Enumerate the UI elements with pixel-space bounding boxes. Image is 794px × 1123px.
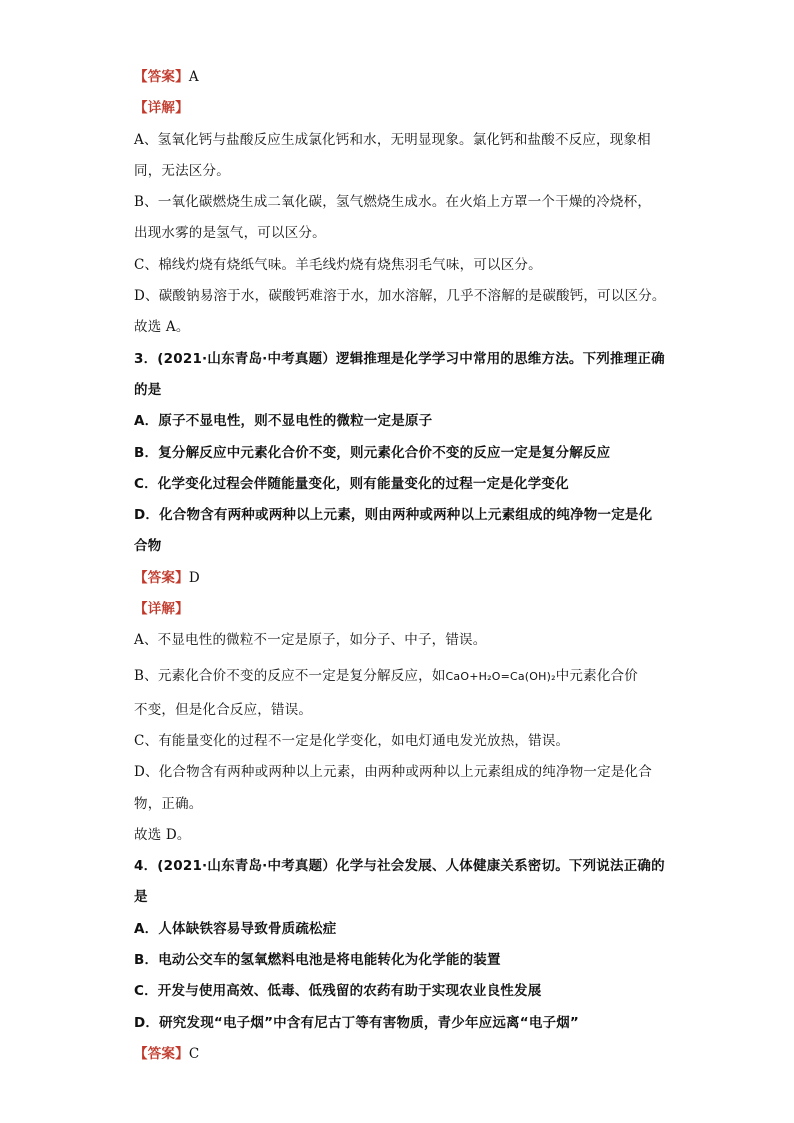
question-3-stem-cont: 的是: [134, 381, 162, 398]
question-3-detail-heading: [134, 594, 674, 625]
question-3-detail-d: D、化合物含有两种或两种以上元素，由两种或两种以上元素组成的纯净物一定是化合: [134, 764, 652, 781]
detail-b-text-end: 中元素化合价: [555, 667, 638, 684]
detail-b-text: B、元素化合价不变的反应不一定是复分解反应，如: [134, 667, 446, 684]
question-3-detail-b-cont: 不变，但是化合反应，错误。: [134, 701, 313, 718]
detail-tag: 【详解】: [134, 601, 189, 618]
detail-tag: 【详解】: [134, 100, 189, 117]
answer-value: A: [188, 69, 199, 85]
explanation-line: 同，无法区分。: [134, 162, 230, 179]
explanation-line: C、棉线灼烧有烧纸气味。羊毛线灼烧有烧焦羽毛气味，可以区分。: [134, 256, 542, 273]
question-4-answer-line: [134, 1039, 674, 1070]
question-4-option-a: A．人体缺铁容易导致骨质疏松症: [134, 920, 337, 937]
answer-tag: 【答案】: [134, 569, 189, 586]
answer-line: [134, 62, 674, 93]
question-3-detail-c: C、有能量变化的过程不一定是化学变化，如电灯通电发光放热，错误。: [134, 732, 570, 749]
conclusion-line: 故选 A。: [134, 319, 190, 336]
explanation-line: B、一氧化碳燃烧生成二氧化碳，氢气燃烧生成水。在火焰上方罩一个干燥的冷烧杯，: [134, 194, 652, 211]
question-3-option-d-cont: 合物: [134, 538, 162, 555]
question-3-answer-line: [134, 563, 674, 594]
question-4-option-c: C．开发与使用高效、低毒、低残留的农药有助于实现农业良性发展: [134, 983, 542, 1000]
explanation-line: D、碳酸钠易溶于水，碳酸钙难溶于水，加水溶解，几乎不溶解的是碳酸钙，可以区分。: [134, 288, 666, 305]
explanation-line: A、氢氧化钙与盐酸反应生成氯化钙和水，无明显现象。氯化钙和盐酸不反应，现象相: [134, 131, 651, 148]
question-3-detail-b: [134, 657, 674, 695]
question-3-stem: 3．(2021·山东青岛·中考真题）逻辑推理是化学学习中常用的思维方法。下列推理正确: [134, 350, 665, 367]
question-3-option-a: A．原子不显电性，则不显电性的微粒一定是原子: [134, 413, 433, 430]
question-4-option-b: B．电动公交车的氢氧燃料电池是将电能转化为化学能的装置: [134, 952, 501, 969]
question-3-detail-d-cont: 物，正确。: [134, 795, 203, 812]
question-3-detail-a: A、不显电性的微粒不一定是原子，如分子、中子，错误。: [134, 632, 487, 649]
detail-heading: [134, 93, 674, 124]
question-4-stem: 4．(2021·山东青岛·中考真题）化学与社会发展、人体健康关系密切。下列说法正确的: [134, 858, 665, 875]
question-4-stem-cont: 是: [134, 889, 148, 906]
answer-value: D: [188, 569, 200, 586]
answer-tag: 【答案】: [134, 1045, 189, 1062]
question-3-option-d: D．化合物含有两种或两种以上元素，则由两种或两种以上元素组成的纯净物一定是化: [134, 507, 653, 524]
question-3-option-b: B．复分解反应中元素化合价不变，则元素化合价不变的反应一定是复分解反应: [134, 444, 611, 461]
question-3-conclusion: 故选 D。: [134, 826, 191, 843]
chemical-formula: CaO+H₂O=Ca(OH)₂: [445, 669, 556, 683]
page-content: [134, 62, 674, 1070]
answer-value: C: [188, 1045, 200, 1062]
question-3-option-c: C．化学变化过程会伴随能量变化，则有能量变化的过程一定是化学变化: [134, 475, 569, 492]
question-4-option-d: D．研究发现“电子烟”中含有尼古丁等有害物质，青少年应远离“电子烟”: [134, 1014, 579, 1031]
explanation-line: 出现水雾的是氢气，可以区分。: [134, 225, 326, 242]
answer-tag: 【答案】: [134, 69, 189, 85]
